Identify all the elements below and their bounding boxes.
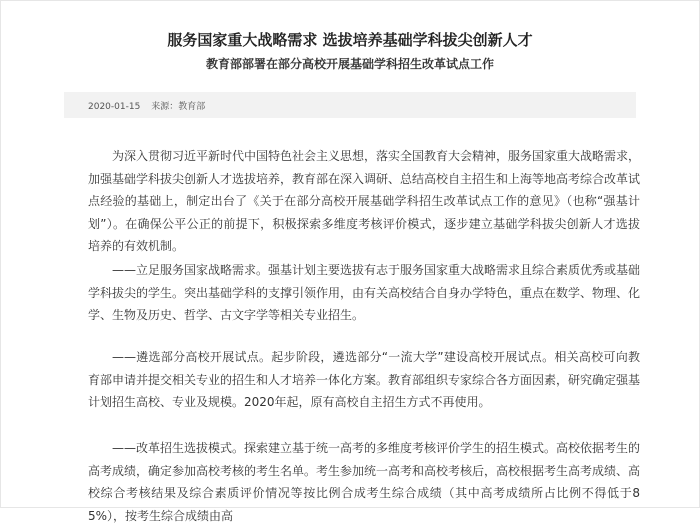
article-title: 服务国家重大战略需求 选拔培养基础学科拔尖创新人才 [167,31,533,49]
article-meta [88,99,213,112]
article-subtitle: 教育部部署在部分高校开展基础学科招生改革试点工作 [205,57,494,71]
article-paragraph: ——遴选部分高校开展试点。起步阶段，遴选部分“一流大学”建设高校开展试点。相关高校可向教育部申请并提交相关专业的招生和人才培养一体化方案。教育部组织专家综合各方面因素，研究确定强基计划招生高校、专业及规模。2020年起，原有高校自主招生方式不再使用。 [88,350,641,409]
article-paragraph: ——立足服务国家战略需求。强基计划主要选拔有志于服务国家重大战略需求且综合素质优秀或基础学科拔尖的学生。突出基础学科的支撑引领作用，由有关高校结合自身办学特色，重点在数学、物理、化学、生物及历史、哲学、古文字学等相关专业招生。 [88,263,641,322]
source-label: 来源：教育部 [151,102,206,112]
article-paragraph: 为深入贯彻习近平新时代中国特色社会主义思想，落实全国教育大会精神，服务国家重大战略需求，加强基础学科拔尖创新人才选拔培养，教育部在深入调研、总结高校自主招生和上海等地高考综合改革试点经验的基础上，制定出台了《关于在部分高校开展基础学科招生改革试点工作的意见》（也称“强基计划”）。在确保公平公正的前提下，积极探索多维度考核评价模式，逐步建立基础学科拔尖创新人才选拔培养的有效机制。 [88,149,641,253]
publish-date: 2020-01-15 [88,102,141,112]
article-paragraph: ——改革招生选拔模式。探索建立基于统一高考的多维度考核评价学生的招生模式。高校依据考生的高考成绩，确定参加高校考核的考生名单。考生参加统一高考和高校考核后，高校根据考生高考成绩、高校综合考核结果及综合素质评价情况等按比例合成考生综合成绩（其中高考成绩所占比例不得低于85%），按考生综合成绩由高 [88,441,641,523]
